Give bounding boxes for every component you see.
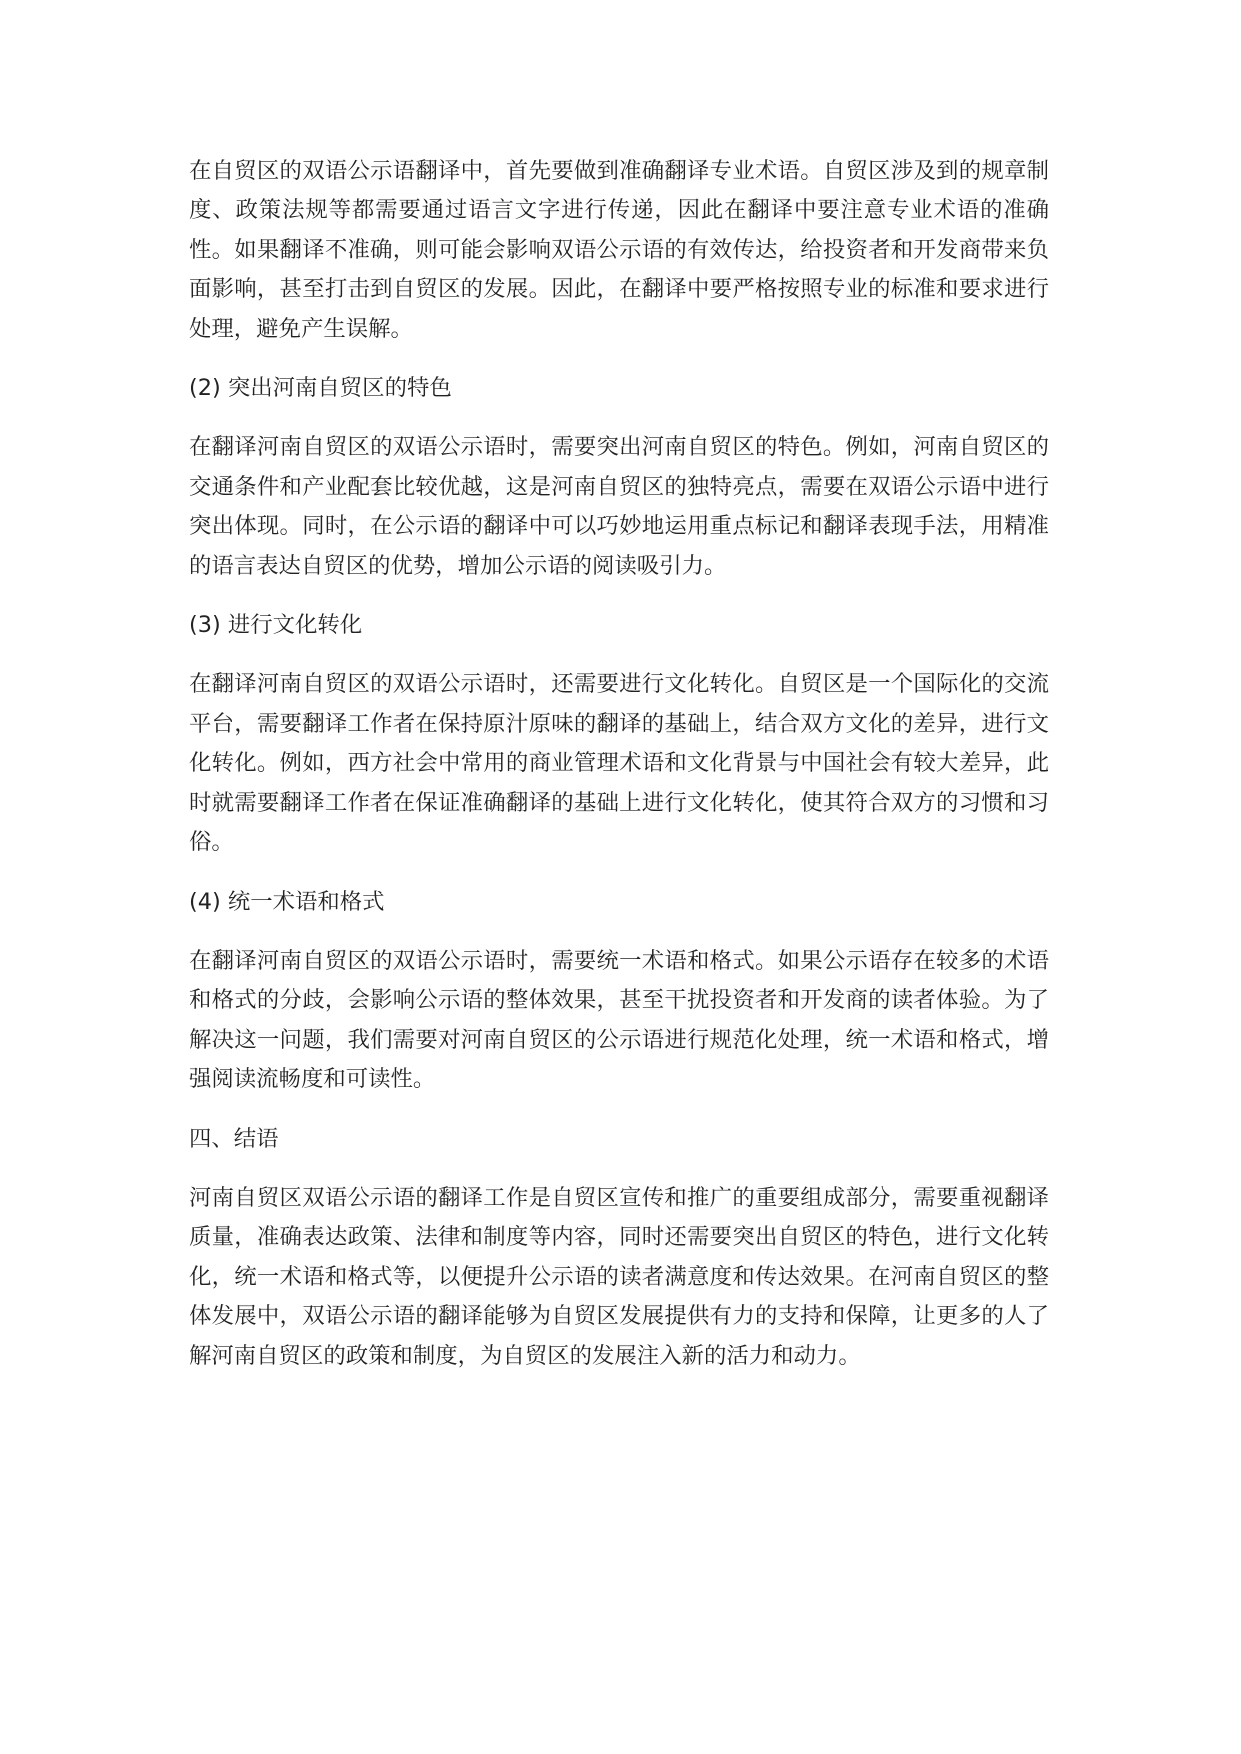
section-heading-conclusion: 四、结语 <box>189 1125 279 1152</box>
section-heading-3: (3) 进行文化转化 <box>189 612 363 639</box>
paragraph-conclusion: 河南自贸区双语公示语的翻译工作是自贸区宣传和推广的重要组成部分，需要重视翻译质量，准确表达政策、法律和制度等内容，同时还需要突出自贸区的特色，进行文化转化，统一术语和格式等，以便提升公示语的读者满意度和传达效果。在河南自贸区的整体发展中，双语公示语的翻译能够为自贸区发展提供有力的支持和保障，让更多的人了解河南自贸区的政策和制度，为自贸区的发展注入新的活力和动力。 <box>189 1184 1049 1369</box>
paragraph-term-accuracy: 在自贸区的双语公示语翻译中，首先要做到准确翻译专业术语。自贸区涉及到的规章制度、政策法规等都需要通过语言文字进行传递，因此在翻译中要注意专业术语的准确性。如果翻译不准确，则可能会影响双语公示语的有效传达，给投资者和开发商带来负面影响，甚至打击到自贸区的发展。因此，在翻译中要严格按照专业的标准和要求进行处理，避免产生误解。 <box>189 158 1049 342</box>
paragraph-cultural-conversion: 在翻译河南自贸区的双语公示语时，还需要进行文化转化。自贸区是一个国际化的交流平台，需要翻译工作者在保持原汁原味的翻译的基础上，结合双方文化的差异，进行文化转化。例如，西方社会中常用的商业管理术语和文化背景与中国社会有较大差异，此时就需要翻译工作者在保证准确翻译的基础上进行文化转化，使其符合双方的习惯和习俗。 <box>189 671 1049 856</box>
paragraph-unify-terms: 在翻译河南自贸区的双语公示语时，需要统一术语和格式。如果公示语存在较多的术语和格式的分歧，会影响公示语的整体效果，甚至干扰投资者和开发商的读者体验。为了解决这一问题，我们需要对河南自贸区的公示语进行规范化处理，统一术语和格式，增强阅读流畅度和可读性。 <box>189 947 1049 1093</box>
section-heading-4: (4) 统一术语和格式 <box>189 888 385 915</box>
document-body <box>189 152 1049 1396</box>
paragraph-highlight-features: 在翻译河南自贸区的双语公示语时，需要突出河南自贸区的特色。例如，河南自贸区的交通条件和产业配套比较优越，这是河南自贸区的独特亮点，需要在双语公示语中进行突出体现。同时，在公示语的翻译中可以巧妙地运用重点标记和翻译表现手法，用精准的语言表达自贸区的优势，增加公示语的阅读吸引力。 <box>189 434 1049 579</box>
section-heading-2: (2) 突出河南自贸区的特色 <box>189 375 452 402</box>
